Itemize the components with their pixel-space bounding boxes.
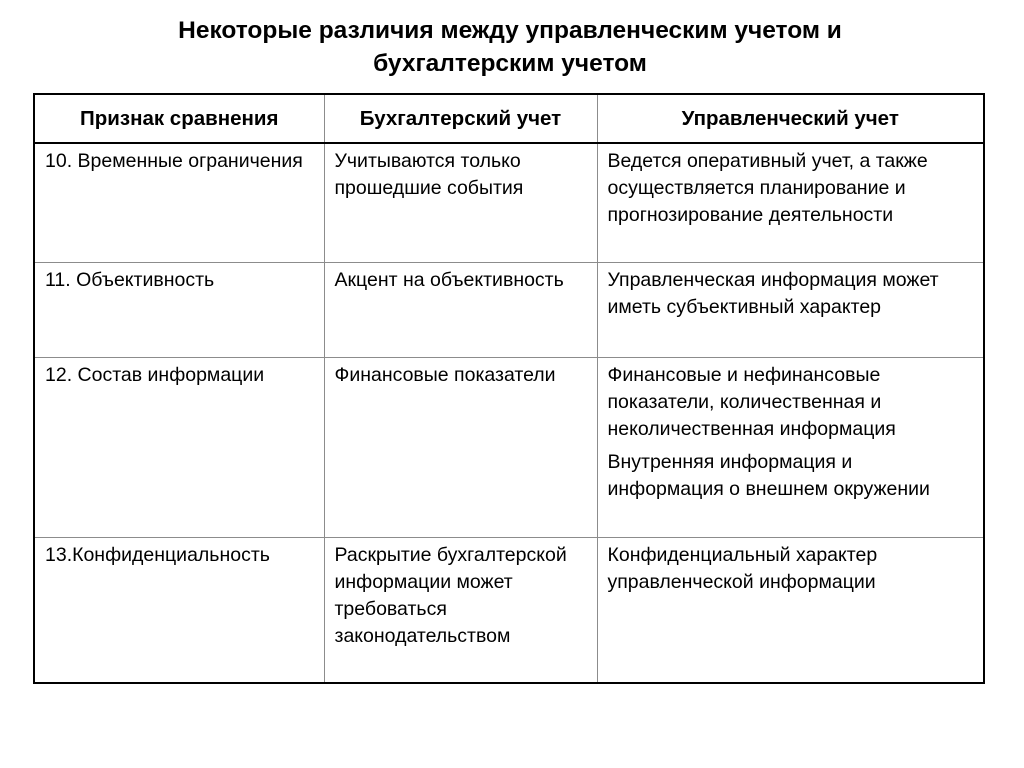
accounting-cell: Раскрытие бухгалтерской информации может требоваться законодательством xyxy=(324,537,597,683)
table-row xyxy=(34,143,984,262)
management-text: Управленческая информация может иметь субъективный характер xyxy=(607,268,939,318)
table-header-row xyxy=(34,94,984,143)
feature-cell: 11. Объективность xyxy=(34,262,324,357)
table-row xyxy=(34,537,984,683)
management-cell xyxy=(597,143,984,262)
management-text: Ведется оперативный учет, а также осуществляется планирование и прогнозирование деятельности xyxy=(607,150,928,226)
title-line-1: Некоторые различия между управленческим учетом и xyxy=(178,17,842,44)
page-title xyxy=(60,14,960,80)
comparison-table xyxy=(33,93,985,684)
header-accounting: Бухгалтерский учет xyxy=(324,94,597,143)
accounting-cell: Акцент на объективность xyxy=(324,262,597,357)
feature-cell: 13.Конфиденциальность xyxy=(34,537,324,683)
management-text: Финансовые и нефинансовые показатели, количественная и неколичественная информация xyxy=(607,363,896,440)
title-line-2: бухгалтерским учетом xyxy=(373,50,647,77)
accounting-cell: Финансовые показатели xyxy=(324,357,597,537)
management-cell xyxy=(597,537,984,683)
management-cell xyxy=(597,357,984,537)
table-row xyxy=(34,357,984,537)
management-text: Конфиденциальный характер управленческой информации xyxy=(607,543,878,593)
header-management: Управленческий учет xyxy=(597,94,984,143)
management-text: Внутренняя информация и информация о внешнем окружении xyxy=(607,450,930,500)
accounting-cell: Учитываются только прошедшие события xyxy=(324,143,597,262)
header-feature: Признак сравнения xyxy=(34,94,324,143)
management-cell xyxy=(597,262,984,357)
feature-cell: 12. Состав информации xyxy=(34,357,324,537)
feature-cell: 10. Временные ограничения xyxy=(34,143,324,262)
table-row xyxy=(34,262,984,357)
